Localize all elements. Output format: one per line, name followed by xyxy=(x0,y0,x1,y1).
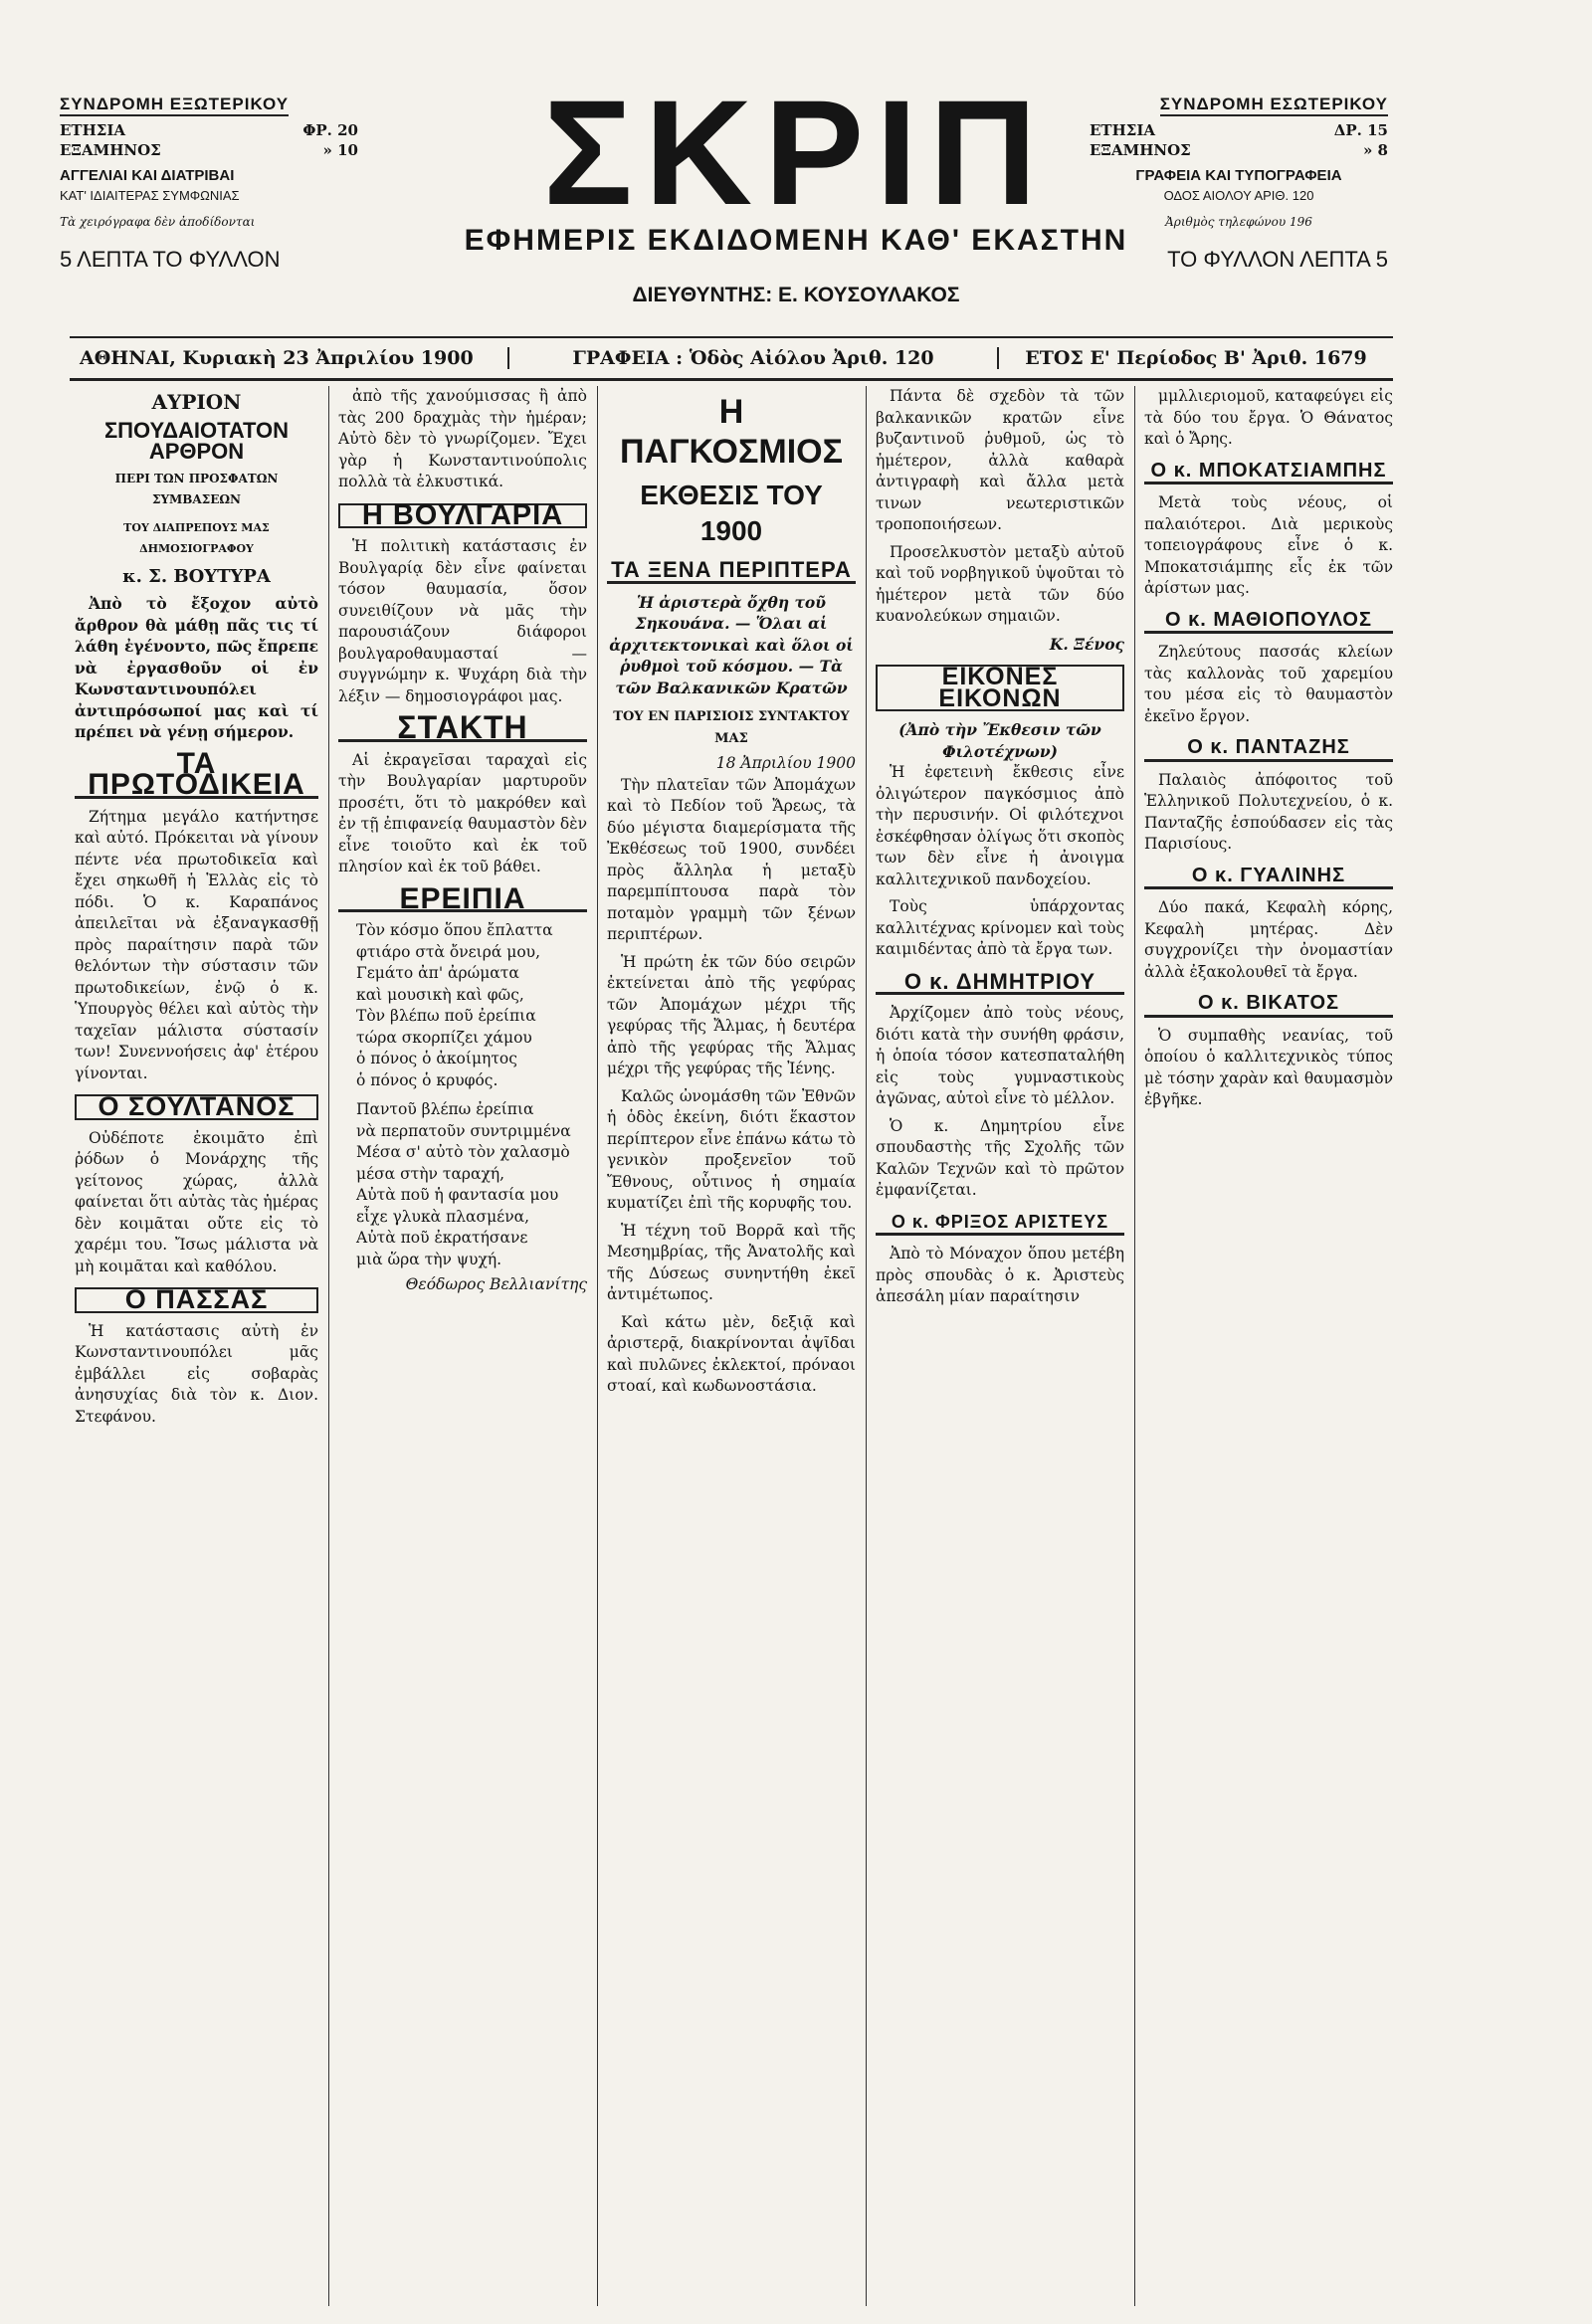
section-heading: ΤΑ ΠΡΩΤΟΔΙΚΕΙΑ xyxy=(75,753,318,799)
section-heading: Ο κ. ΜΠΟΚΑΤΣΙΑΜΠΗΣ xyxy=(1144,461,1393,485)
semi-value: » 8 xyxy=(1362,141,1388,159)
poem-line: τώρα σκορπίζει χάμου xyxy=(356,1028,532,1047)
poem-line: Αὐτὰ ποῦ ἐκρατήσανε xyxy=(356,1229,528,1247)
poem-line: νὰ περπατοῦν συντριμμένα xyxy=(356,1121,571,1140)
newspaper-logo: ΣΚΡΙΠ xyxy=(542,69,1050,236)
masthead-right xyxy=(1090,95,1388,270)
article-paragraph: Αἱ ἐκραγεῖσαι ταραχαὶ εἰς τὴν Βουλγαρίαν μαρτυροῦν προσέτι, ὅτι τὸ μακρόθεν καὶ ἐν τῇ ἐπιφανείᾳ θαυμαστὸν δὲν εἶνε τοιοῦτο καὶ ἐκ τοῦ πλησίον καὶ ἐκ τοῦ βάθει. xyxy=(338,750,587,875)
left-price: 5 ΛΕΠΤΑ ΤΟ ΦΥΛΛΟΝ xyxy=(60,247,281,272)
column-1 xyxy=(75,386,318,1434)
poem-line: Παντοῦ βλέπω ἐρείπια xyxy=(356,1100,534,1118)
article-paragraph: Καὶ κάτω μὲν, δεξιᾷ καὶ ἀριστερᾷ, διακρίνονται ἀψῖδαι καὶ πυλῶνες ἐκλεκτοί, πρόναοι στοαί, καὶ κωδωνοστάσια. xyxy=(607,1312,856,1395)
article-paragraph: Ἀπὸ τὸ Μόναχον ὅπου μετέβη πρὸς σπουδὰς ὁ κ. Ἀριστεὺς ἀπεσάλη μίαν παραίτησιν xyxy=(876,1245,1124,1305)
byline: ΤΟΥ ΕΝ ΠΑΡΙΣΙΟΙΣ ΣΥΝΤΑΚΤΟΥ ΜΑΣ xyxy=(613,709,850,746)
article-date: 18 Ἀπριλίου 1900 xyxy=(715,754,856,772)
article-paragraph: Οὐδέποτε ἐκοιμᾶτο ἐπὶ ῥόδων ὁ Μονάρχης τῆς γείτονος χώρας, ἀλλὰ φαίνεται ὅτι αὐτὰς τὰς ἡμέρας δὲν κοιμᾶται οὔτε εἰς τὸ χαρέμι του. Ἴσως μάλιστα νὰ μὴ κοιμᾶται καὶ καθόλου. xyxy=(75,1128,318,1275)
poem-line: Μέσα σ' αὐτὸ τὸν χαλασμὸ xyxy=(356,1143,570,1161)
foreign-annual-row xyxy=(60,120,358,140)
section-heading: Ο κ. ΜΑΘΙΟΠΟΥΛΟΣ xyxy=(1144,610,1393,635)
section-heading: Η ΒΟΥΛΓΑΡΙΑ xyxy=(338,503,587,529)
annual-label: ΕΤΗΣΙΑ xyxy=(1090,121,1156,139)
poem-line: Τὸν κόσμο ὅπου ἔπλαττα xyxy=(356,921,553,939)
poem-line: Τὸν βλέπω ποῦ ἐρείπια xyxy=(356,1007,536,1025)
column-4 xyxy=(876,386,1124,1314)
section-heading: Ο κ. ΒΙΚΑΤΟΣ xyxy=(1144,993,1393,1018)
column-divider xyxy=(866,386,867,2306)
article-paragraph: Ἡ πρώτη ἐκ τῶν δύο σειρῶν ἐκτείνεται ἀπὸ τῆς γεφύρας τῶν Ἀπομάχων μέχρι τῆς γεφύρας τῆς Ἄλμας, ἡ δευτέρα ἀπὸ τῆς γεφύρας τῆς Ἄλμας μέχρι τῆς γεφύρας τῆς Ἰένης. xyxy=(607,952,856,1077)
annual-value: ΔΡ. 15 xyxy=(1333,121,1388,139)
semi-label: ΕΞΑΜΗΝΟΣ xyxy=(60,141,161,159)
poem xyxy=(338,920,587,1270)
article-paragraph: Ὁ συμπαθὴς νεανίας, τοῦ ὁποίου ὁ καλλιτεχνικὸς τύπος μὲ τόσην χαρὰν καὶ θαυμασμὸν ἐβγῆκε. xyxy=(1144,1026,1393,1108)
annual-label: ΕΤΗΣΙΑ xyxy=(60,121,126,139)
poem-line: μιὰ ὥρα τὴν ψυχή. xyxy=(356,1250,502,1268)
section-heading: Ο ΣΟΥΛΤΑΝΟΣ xyxy=(75,1094,318,1120)
article-paragraph: Ἀρχίζομεν ἀπὸ τοὺς νέους, διότι κατὰ τὴν συνήθη φράσιν, ἡ ὁποία τόσον κατεσπαταλήθη εἰς τοὺς γυμναστικοὺς ἀγῶνας, αὐτοὶ εἶνε τὸ μέλλον. xyxy=(876,1004,1124,1107)
column-2 xyxy=(338,386,587,1296)
kicker: ΑΥΡΙΟΝ xyxy=(151,390,242,414)
subheadline: ΤΟΥ ΔΙΑΠΡΕΠΟΥΣ ΜΑΣ ΔΗΜΟΣΙΟΓΡΑΦΟΥ xyxy=(123,520,270,555)
article-paragraph: Ἡ πολιτικὴ κατάστασις ἐν Βουλγαρίᾳ δὲν εἶνε φαίνεται τόσον θαυμασία, ὅσον συνειθίζουν νὰ μᾶς τὴν παρουσιάζουν διάφοροι βουλγαροθαυμασταί — συγγνώμην κ. Ψυχάρη διὰ τὴν λέξιν — δημοσιογράφοι μας. xyxy=(338,537,587,705)
issue-number: ΕΤΟΣ Ε' Περίοδος Β' Ἀριθ. 1679 xyxy=(1025,347,1367,369)
article-paragraph: ἀπὸ τῆς χανούμισσας ἢ ἀπὸ τὰς 200 δραχμὰς τὴν ἡμέραν; Αὐτὸ δὲν τὸ γνωρίζομεν. Ἔχει γὰρ ἡ Κωνσταντινούπολις πολλὰ τὰ ἑλκυστικά. xyxy=(338,387,587,490)
article-paragraph: Ζηλεύτους πασσάς κλείων τὰς καλλονὰς τοῦ χαρεμίου του μέσα εἰς τὸ θαυμαστὸν ἐκεῖνο ἔργον. xyxy=(1144,643,1393,725)
poem-line: ὁ πόνος ὁ κρυφός. xyxy=(356,1070,498,1089)
article-paragraph: Μετὰ τοὺς νέους, οἱ παλαιότεροι. Διὰ μερικοὺς τοπειογράφους εἶνε ὁ κ. Μποκατσιάμπης εἷς ἐκ τῶν ἀρίστων μας. xyxy=(1144,493,1393,597)
article-paragraph: Ὁ κ. Δημητρίου εἶνε σπουδαστὴς τῆς Σχολῆς τῶν Καλῶν Τεχνῶν καὶ τὸ πρῶτον ἐμφανίζεται. xyxy=(876,1116,1124,1199)
semi-label: ΕΞΑΜΗΝΟΣ xyxy=(1090,141,1191,159)
section-heading: ΤΑ ΞΕΝΑ ΠΕΡΙΠΤΕΡΑ xyxy=(607,559,856,584)
signature: Κ. Ξένος xyxy=(1049,634,1124,654)
subheadline: ΠΕΡΙ ΤΩΝ ΠΡΟΣΦΑΤΩΝ ΣΥΜΒΑΣΕΩΝ xyxy=(114,471,279,506)
offices-title: ΓΡΑΦΕΙΑ ΚΑΙ ΤΥΠΟΓΡΑΦΕΙΑ xyxy=(1135,167,1342,184)
foreign-subscription-heading: ΣΥΝΔΡΟΜΗ ΕΞΩΤΕΡΙΚΟΥ xyxy=(60,95,289,116)
manuscripts-note: Τὰ χειρόγραφα δὲν ἀποδίδονται xyxy=(60,215,256,229)
article-paragraph: Δύο πακά, Κεφαλὴ κόρης, Κεφαλὴ μητέρας. Δὲν συγχρονίζει τὴν ὀνομαστίαν ἀλλὰ ἐξακολουθεῖ τὰ ἔργα. xyxy=(1144,898,1393,981)
poem-line: εἶχε γλυκὰ πλασμένα, xyxy=(356,1207,530,1226)
deck: Ἡ ἀριστερὰ ὄχθη τοῦ Σηκουάνα. — Ὅλαι αἱ ἀρχιτεκτονικαὶ καὶ ὅλοι οἱ ῥυθμοὶ τοῦ κόσμου. — Τὰ τῶν Βαλκανικῶν Κρατῶν xyxy=(609,592,854,697)
article-paragraph: Παλαιὸς ἀπόφοιτος τοῦ Ἑλληνικοῦ Πολυτεχνείου, ὁ κ. Πανταζῆς ἐσπούδασεν εἰς τὰς Παρισίους. xyxy=(1144,770,1393,853)
section-heading: ΣΤΑΚΤΗ xyxy=(338,717,587,742)
article-paragraph: Ζήτημα μεγάλο κατήντησε καὶ αὐτό. Πρόκειται νὰ γίνουν πέντε νέα πρωτοδικεῖα καὶ ἔχει σηκωθῆ ἡ Ἑλλὰς εἰς τὸ πόδι. Ὁ κ. Καραπάνος ἀπειλεῖται νὰ ἐξαναγκασθῇ πρὸς παραίτησιν παρὰ τῶν θελόντων τὴν σύστασιν τῶν πρωτοδικείων, ἐνῷ ὁ κ. Ὑπουργὸς θέλει καὶ αὐτὸς τὴν ταχεῖαν μάλιστα σύστασίν των! Συνεννοήσεις ἀφ' ἑτέρου γίνονται. xyxy=(75,807,318,1082)
right-price: ΤΟ ΦΥΛΛΟΝ ΛΕΠΤΑ 5 xyxy=(1167,247,1388,272)
foreign-semi-row xyxy=(60,140,358,160)
section-heading: Ο κ. ΦΡΙΞΟΣ ΑΡΙΣΤΕΥΣ xyxy=(876,1212,1124,1237)
section-heading: Ο κ. ΠΑΝΤΑΖΗΣ xyxy=(1144,737,1393,762)
issue-date: ΑΘΗΝΑΙ, Κυριακὴ 23 Ἀπριλίου 1900 xyxy=(80,347,474,369)
article-paragraph: Πάντα δὲ σχεδὸν τὰ τῶν βαλκανικῶν κρατῶν εἶνε βυζαντινοῦ ῥυθμοῦ, ὡς τὸ ἡμέτερον, ἀλλὰ καθαρὰ ἀντιγραφὴ καὶ ἄλλα μετὰ τινων νεωτεριστικῶν τροποποιήσεων. xyxy=(876,387,1124,533)
domestic-semi-row xyxy=(1090,140,1388,160)
domestic-subscription-heading: ΣΥΝΔΡΟΜΗ ΕΣΩΤΕΡΙΚΟΥ xyxy=(1160,95,1388,116)
headline: ΣΠΟΥΔΑΙΟΤΑΤΟΝ ΑΡΘΡΟΝ xyxy=(103,417,290,464)
masthead-left xyxy=(60,95,358,270)
main-headline: ΕΚΘΕΣΙΣ ΤΟΥ 1900 xyxy=(640,480,823,546)
poem-line: Γεμάτο ἀπ' ἀρώματα xyxy=(356,964,519,982)
article-paragraph: Τοὺς ὑπάρχοντας καλλιτέχνας κρίνομεν καὶ τοὺς καιμιδέντας ἀπὸ τὰ ἔργα των. xyxy=(876,897,1124,958)
office-address-line: ΓΡΑΦΕΙΑ : Ὁδὸς Αἰόλου Ἀριθ. 120 xyxy=(507,347,999,369)
poem-line: ὁ πόνος ὁ ἀκοίμητος xyxy=(356,1050,517,1067)
column-divider xyxy=(597,386,598,2306)
lead-paragraph: Ἀπὸ τὸ ἔξοχον αὐτὸ ἄρθρον θὰ μάθῃ πᾶς τις τί λάθη ἐγένοντο, πῶς ἔπρεπε νὰ ἐργασθοῦν οἱ ἐν Κωνσταντινουπόλει ἀντιπρόσωποί μας καὶ τί πρέπει νὰ γένῃ σήμερον. xyxy=(75,594,318,741)
article-paragraph: Ἡ τέχνη τοῦ Βορρᾶ καὶ τῆς Μεσημβρίας, τῆς Ἀνατολῆς καὶ τῆς Δύσεως συνηντήθη ἐκεῖ ἀντιμέτωπος. xyxy=(607,1221,856,1303)
newspaper-subtitle: ΕΦΗΜΕΡΙΣ ΕΚΔΙΔΟΜΕΝΗ ΚΑΘ' ΕΚΑΣΤΗΝ xyxy=(464,224,1128,257)
article-paragraph: Ἡ ἐφετεινὴ ἔκθεσις εἶνε ὀλιγώτερον παγκόσμιος ἀπὸ τὴν περυσινήν. Οἱ φιλότεχνοι ἐσκέφθησαν ὀλίγως ὅτι σκοπὸς των δὲν εἶνε ἡ ἀνοιγμα καλλιτεχνικοῦ πανδοχείου. xyxy=(876,763,1124,888)
dateline-bar xyxy=(70,336,1393,381)
deck: (Ἀπὸ τὴν Ἔκθεσιν τῶν Φιλοτέχνων) xyxy=(898,720,1101,761)
editor-line: ΔΙΕΥΘΥΝΤΗΣ: Ε. ΚΟΥΣΟΥΛΑΚΟΣ xyxy=(632,284,960,306)
semi-value: » 10 xyxy=(322,141,358,159)
article-paragraph: Ἡ κατάστασις αὐτὴ ἐν Κωνσταντινουπόλει μᾶς ἐμβάλλει εἰς σοβαρὰς ἀνησυχίας διὰ τὸν κ. Διον. Στεφάνου. xyxy=(75,1321,318,1426)
domestic-annual-row xyxy=(1090,120,1388,140)
poem-line: καὶ μουσικὴ καὶ φῶς, xyxy=(356,985,524,1004)
poem-line: Αὐτὰ ποῦ ἡ φαντασία μου xyxy=(356,1186,559,1204)
poem-line: φτιάρο στὰ ὄνειρά μου, xyxy=(356,942,541,961)
poem-line: μέσα στὴν ταραχή, xyxy=(356,1164,505,1183)
section-heading: ΕΙΚΟΝΕΣ ΕΙΚΟΝΩΝ xyxy=(876,665,1124,711)
article-paragraph: μμλλιεριομοῦ, καταφεύγει εἰς τὰ δύο του ἔργα. Ὁ Θάνατος καὶ ὁ Ἄρης. xyxy=(1144,387,1393,448)
article-paragraph: Προσελκυστὸν μεταξὺ αὐτοῦ καὶ τοῦ νορβηγικοῦ ὑψοῦται τὸ ἡμέτερον μετὰ τῶν δύο κυανολεύκων σημαιῶν. xyxy=(876,542,1124,625)
article-paragraph: Καλῶς ὠνομάσθη τῶν Ἐθνῶν ἡ ὁδὸς ἐκείνη, διότι ἕκαστον περίπτερον εἶνε ἐπάνω κάτω τὸ γενικὸν προξενεῖον τοῦ Ἔθνους, οὗτινος ἡ σημαία κυματίζει ἐπὶ τῆς κορυφῆς του. xyxy=(607,1086,856,1212)
section-heading: Ο ΠΑΣΣΑΣ xyxy=(75,1287,318,1313)
annual-value: ΦΡ. 20 xyxy=(302,121,358,139)
section-heading: ΕΡΕΙΠΙΑ xyxy=(338,888,587,913)
ads-subtitle: ΚΑΤ' ΙΔΙΑΙΤΕΡΑΣ ΣΥΜΦΩΝΙΑΣ xyxy=(60,188,240,203)
column-divider xyxy=(328,386,329,2306)
author: κ. Σ. ΒΟΥΤΥΡΑ xyxy=(122,565,271,587)
section-heading: Ο κ. ΓΥΑΛΙΝΗΣ xyxy=(1144,866,1393,890)
section-heading: Ο κ. ΔΗΜΗΤΡΙΟΥ xyxy=(876,971,1124,996)
main-headline: Η ΠΑΓΚΟΣΜΙΟΣ xyxy=(619,393,843,471)
phone-number: Ἀριθμὸς τηλεφώνου 196 xyxy=(1165,215,1312,229)
column-3 xyxy=(607,386,856,1404)
ads-title: ΑΓΓΕΛΙΑΙ ΚΑΙ ΔΙΑΤΡΙΒΑΙ xyxy=(60,167,235,184)
column-divider xyxy=(1134,386,1135,2306)
poem-signature: Θεόδωρος Βελλιανίτης xyxy=(405,1275,587,1293)
office-address: ΟΔΟΣ ΑΙΟΛΟΥ ΑΡΙΘ. 120 xyxy=(1163,188,1314,203)
article-paragraph: Τὴν πλατεῖαν τῶν Ἀπομάχων καὶ τὸ Πεδίον τοῦ Ἄρεως, τὰ δύο μέγιστα διαμερίσματα τῆς Ἐκθέσεως τοῦ 1900, συνδέει πρὸς ἄλληλα ἡ μεταξὺ παρεμπίπτουσα παρὰ τὸν ποταμὸν γραμμὴ τῶν ξένων περιπτέρων. xyxy=(607,775,856,943)
column-5 xyxy=(1144,386,1393,1117)
